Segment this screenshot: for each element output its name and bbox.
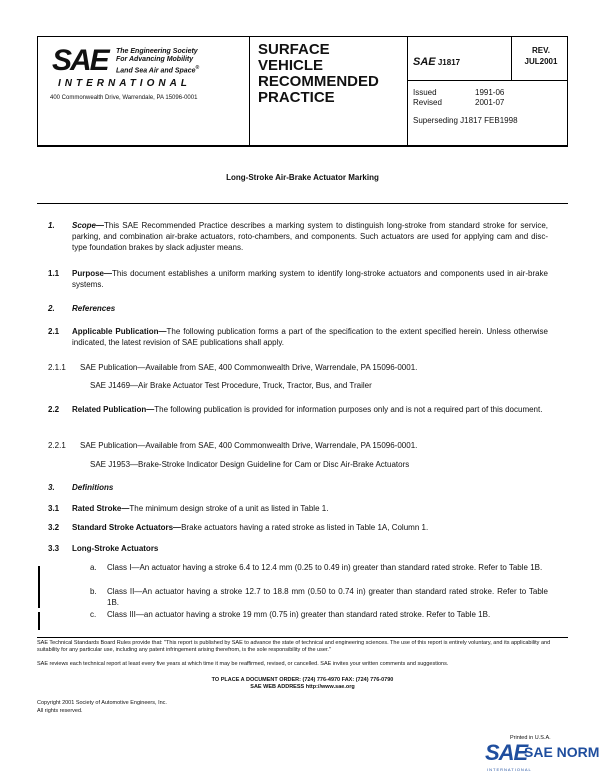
watermark-text: SAE NORM — [524, 744, 600, 760]
section-2-2-text: The following publication is provided for information purposes only and is not a required part of this document. — [154, 405, 543, 414]
section-2-1-1-text: SAE Publication—Available from SAE, 400 Commonwealth Drive, Warrendale, PA 15096-0001. — [80, 363, 418, 372]
issued-label: Issued — [413, 88, 437, 97]
issue-info — [413, 88, 518, 126]
doc-number — [413, 56, 460, 68]
section-3-2-number: 3.2 — [48, 523, 60, 532]
society-line: For Advancing Mobility — [116, 56, 194, 63]
header-rev-line — [407, 80, 568, 81]
section-2-2 — [72, 404, 548, 415]
superseding: Superseding J1817 FEB1998 — [413, 116, 518, 125]
list-item: Class II—An actuator having a stroke 12.7 to 18.8 mm (0.50 to 0.74 in) greater than standard rated stroke. Refer to Table 1B. — [107, 587, 548, 607]
watermark-logo — [485, 740, 600, 774]
list-item: Class III—an actuator having a stroke 19 mm (0.75 in) greater than standard rated stroke. Refer to Table 1B. — [107, 610, 491, 619]
revision-bar — [38, 566, 40, 608]
rights-reserved: All rights reserved. — [37, 708, 83, 714]
section-1-1-purpose — [72, 268, 548, 290]
section-2-heading: References — [72, 304, 116, 313]
issued-date: 1991-06 — [475, 88, 505, 97]
section-1-1-heading: Purpose— — [72, 269, 113, 278]
section-2-2-1-text: SAE Publication—Available from SAE, 400 Commonwealth Drive, Warrendale, PA 15096-0001. — [80, 441, 418, 450]
section-3-heading: Definitions — [72, 483, 114, 492]
society-line: The Engineering Society — [116, 48, 198, 55]
sae-logo: SAE — [52, 44, 108, 77]
revised-label: Revised — [413, 98, 442, 107]
title-top-rule — [37, 146, 568, 147]
society-line: Land Sea Air and Space® — [116, 65, 200, 75]
section-2-2-1-number: 2.2.1 — [48, 441, 66, 450]
list-item-letter: b. — [90, 587, 97, 596]
section-3-1-heading: Rated Stroke— — [72, 504, 130, 513]
revision-bar — [38, 612, 40, 630]
doc-type-line: VEHICLE — [258, 57, 324, 74]
rev-date: JUL2001 — [524, 57, 558, 66]
footer-rules-text: SAE Technical Standards Board Rules provide that: "This report is published by SAE to advance the state of technical and engineering sciences. The use of this report is entirely voluntary, and its applicability and suitability for any particular use, including any patent infringement arising therefrom, is the sole responsibility of the user." — [37, 640, 551, 653]
section-3-3-heading: Long-Stroke Actuators — [72, 544, 159, 553]
document-type — [258, 42, 379, 106]
section-3-2-heading: Standard Stroke Actuators— — [72, 523, 182, 532]
list-item-letter: c. — [90, 610, 97, 619]
doc-sae-logo: SAE — [413, 56, 436, 68]
list-item: Class I—An actuator having a stroke 6.4 to 12.4 mm (0.25 to 0.49 in) greater than standard rated stroke. Refer to Table 1B. — [107, 563, 543, 572]
section-3-number: 3. — [48, 483, 55, 492]
society-address: 400 Commonwealth Drive, Warrendale, PA 15096-0001 — [50, 95, 198, 101]
footer-web-line: SAE WEB ADDRESS http://www.sae.org — [250, 684, 355, 690]
watermark-sae-icon: SAE — [485, 740, 528, 765]
footer-rule — [37, 637, 568, 638]
title-bottom-rule — [37, 203, 568, 204]
section-2-1-text: The following publication forms a part of the specification to the extent specified herein. Unless otherwise indicated, the latest revision of SAE publications shall apply. — [72, 327, 548, 347]
section-2-1-1-number: 2.1.1 — [48, 363, 66, 372]
revision — [518, 46, 564, 66]
section-2-1 — [72, 326, 548, 348]
section-1-scope — [72, 220, 548, 253]
section-1-1-text: This document establishes a uniform marking system to identify long-stroke actuators and components used in air-brake systems. — [72, 269, 548, 289]
section-3-1-number: 3.1 — [48, 504, 60, 513]
header-divider-2 — [407, 36, 408, 146]
watermark-sub: INTERNATIONAL — [487, 767, 532, 772]
list-item-letter: a. — [90, 563, 97, 572]
society-tagline — [116, 48, 246, 75]
section-2-2-number: 2.2 — [48, 405, 60, 414]
section-3-3-number: 3.3 — [48, 544, 60, 553]
section-3-2 — [72, 522, 548, 533]
section-1-text: This SAE Recommended Practice describes a marking system to distinguish long-stroke from standard stroke for service, parking, and combination air-brake actuators, roto-chambers, and components. Such actuators are used for applying cam and disc-type foundation brakes by slack adjuster means. — [72, 221, 548, 252]
revised-date: 2001-07 — [475, 98, 505, 107]
section-2-2-heading: Related Publication— — [72, 405, 155, 414]
section-2-2-1-reference: SAE J1953—Brake-Stroke Indicator Design Guideline for Cam or Disc Air-Brake Actuators — [90, 460, 410, 469]
doc-type-line: PRACTICE — [258, 89, 335, 106]
section-1-heading: Scope— — [72, 221, 105, 230]
doc-number-text: J1817 — [437, 58, 461, 67]
footer-order-line: TO PLACE A DOCUMENT ORDER: (724) 776-4970 FAX: (724) 776-0790 — [211, 677, 394, 683]
section-3-1 — [72, 503, 548, 514]
copyright: Copyright 2001 Society of Automotive Engineers, Inc. — [37, 700, 167, 706]
section-1-1-number: 1.1 — [48, 269, 60, 278]
section-1-number: 1. — [48, 221, 55, 230]
printed-in: Printed in U.S.A. — [510, 735, 551, 741]
header-divider-1 — [249, 36, 250, 146]
doc-type-line: SURFACE — [258, 41, 330, 58]
section-2-1-number: 2.1 — [48, 327, 60, 336]
section-3-1-text: The minimum design stroke of a unit as listed in Table 1. — [129, 504, 329, 513]
header-divider-3 — [511, 36, 512, 80]
section-2-1-1-reference: SAE J1469—Air Brake Actuator Test Procedure, Truck, Tractor, Bus, and Trailer — [90, 381, 372, 390]
international-wordmark: INTERNATIONAL — [58, 78, 191, 89]
section-3-2-text: Brake actuators having a rated stroke as listed in Table 1A, Column 1. — [181, 523, 429, 532]
footer-review-text: SAE reviews each technical report at least every five years at which time it may be reaffirmed, revised, or cancelled. SAE invites your written comments and suggestions. — [37, 661, 449, 667]
doc-type-line: RECOMMENDED — [258, 73, 379, 90]
document-title: Long-Stroke Air-Brake Actuator Marking — [226, 173, 379, 182]
section-2-1-heading: Applicable Publication— — [72, 327, 167, 336]
rev-label: REV. — [532, 46, 550, 55]
section-2-number: 2. — [48, 304, 55, 313]
